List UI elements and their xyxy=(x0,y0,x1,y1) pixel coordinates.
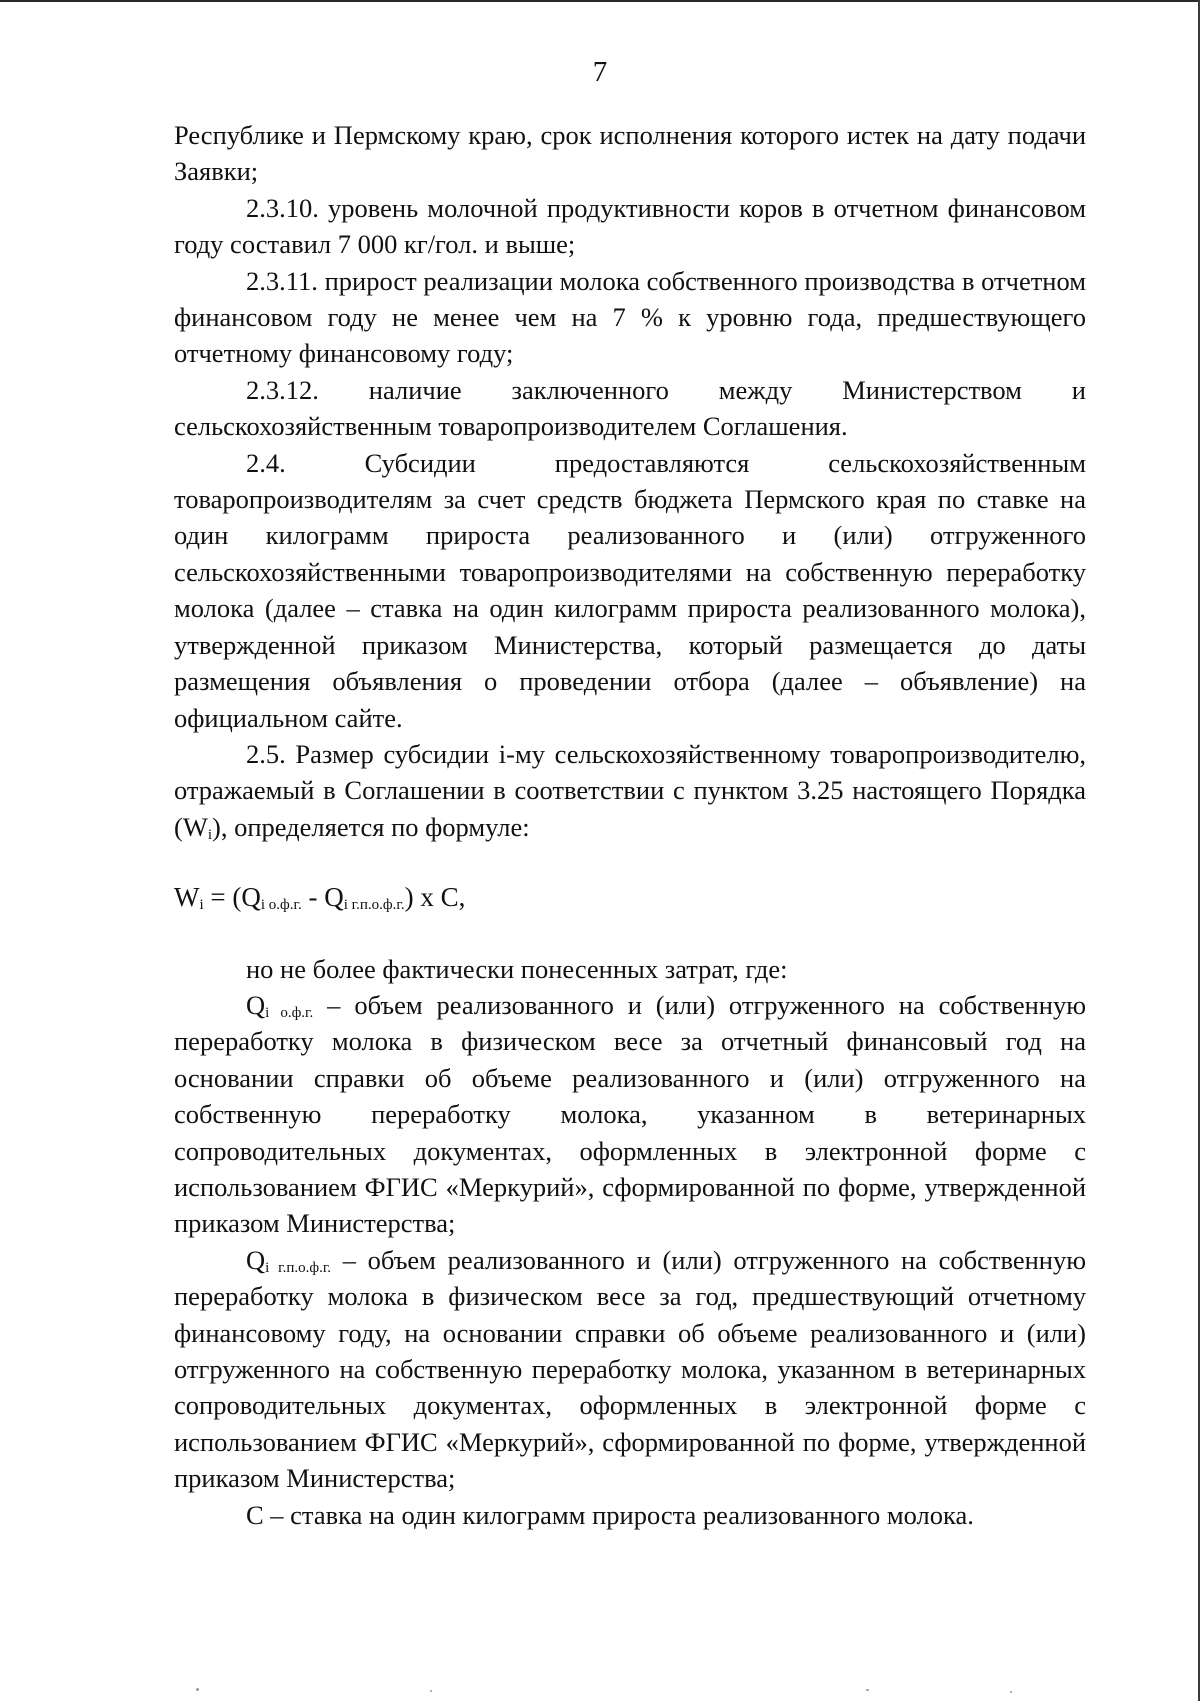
document-body xyxy=(174,117,1086,1533)
formula-eq-open: = (Q xyxy=(203,882,261,913)
definition-q-ofg-text: – объем реализованного и (или) отгруженного на собственную переработку молока в физическом весе за отчетный финансовый год на основании справки об объеме реализованного и (или) отгруженного на собственную переработку молока, указанном в ветеринарных сопроводительных документах, оформленных в электронной форме с использованием ФГИС «Меркурий», сформированной по форме, утвержденной приказом Министерства; xyxy=(174,989,1086,1239)
formula-w-subscript: i xyxy=(199,897,204,914)
definition-q-ofg-symbol: Q xyxy=(246,989,266,1020)
paragraph-2-5-text-a: 2.5. Размер субсидии i-му сельскохозяйственному товаропроизводителю, отражаемый в Соглашении в соответствии с пунктом 3.25 настоящего Порядка (W xyxy=(174,738,1086,842)
paragraph-2-4: 2.4. Субсидии предоставляются сельскохозяйственным товаропроизводителям за счет средств бюджета Пермского края по ставке на один килограмм прироста реализованного и (или) отгруженного сельскохозяйственными товаропроизводителями на собственную переработку молока (далее – ставка на один килограмм прироста реализованного молока), утвержденной приказом Министерства, который размещается до даты размещения объявления о проведении отбора (далее – объявление) на официальном сайте. xyxy=(174,447,1086,733)
definition-q-gpofg-subscript: i г.п.о.ф.г. xyxy=(265,1259,332,1276)
scan-speck xyxy=(1010,1691,1012,1693)
formula-w: W xyxy=(174,882,200,913)
scan-speck xyxy=(196,1688,199,1691)
paragraph-2-5-text-b: ), определяется по формуле: xyxy=(212,811,530,842)
definition-q-gpofg-text: – объем реализованного и (или) отгруженного на собственную переработку молока в физическом весе за год, предшествующий отчетному финансовому году, на основании справки об объеме реализованного и (или) отгруженного на собственную переработку молока, указанном в ветеринарных сопроводительных документах, оформленных в электронной форме с использованием ФГИС «Меркурий», сформированной по форме, утвержденной приказом Министерства; xyxy=(174,1244,1086,1494)
definition-q-gpofg xyxy=(174,1242,1086,1497)
formula-q1-subscript: i о.ф.г. xyxy=(260,897,302,914)
paragraph-2-5 xyxy=(174,736,1086,845)
scan-speck xyxy=(866,1689,869,1691)
scan-top-edge xyxy=(0,0,1200,2)
page-number: 7 xyxy=(592,56,608,88)
formula-q2-subscript: i г.п.о.ф.г. xyxy=(343,897,405,914)
paragraph-2-5-subscript: i xyxy=(207,826,213,843)
formula-tail: ) х С, xyxy=(404,882,466,913)
formula-minus: - Q xyxy=(301,882,344,913)
definition-c: С – ставка на один килограмм прироста реализованного молока. xyxy=(246,1499,974,1530)
paragraph-2-3-11: 2.3.11. прирост реализации молока собственного производства в отчетном финансовом году не менее чем на 7 % к уровню года, предшествующего отчетному финансовому году; xyxy=(174,265,1086,369)
definition-q-ofg xyxy=(174,987,1086,1242)
scan-speck xyxy=(430,1690,432,1692)
paragraph-2-3-10: 2.3.10. уровень молочной продуктивности коров в отчетном финансовом году составил 7 000 кг/гол. и выше; xyxy=(174,192,1086,260)
definitions-intro: но не более фактически понесенных затрат, где: xyxy=(246,953,788,984)
definition-q-gpofg-symbol: Q xyxy=(246,1244,266,1275)
subsidy-formula xyxy=(174,879,1086,915)
paragraph-continuation: Республике и Пермскому краю, срок исполнения которого истек на дату подачи Заявки; xyxy=(174,120,1086,187)
definition-q-ofg-subscript: i о.ф.г. xyxy=(265,1004,314,1021)
paragraph-2-3-12: 2.3.12. наличие заключенного между Министерством и сельскохозяйственным товаропроизводителем Соглашения. xyxy=(174,374,1086,442)
